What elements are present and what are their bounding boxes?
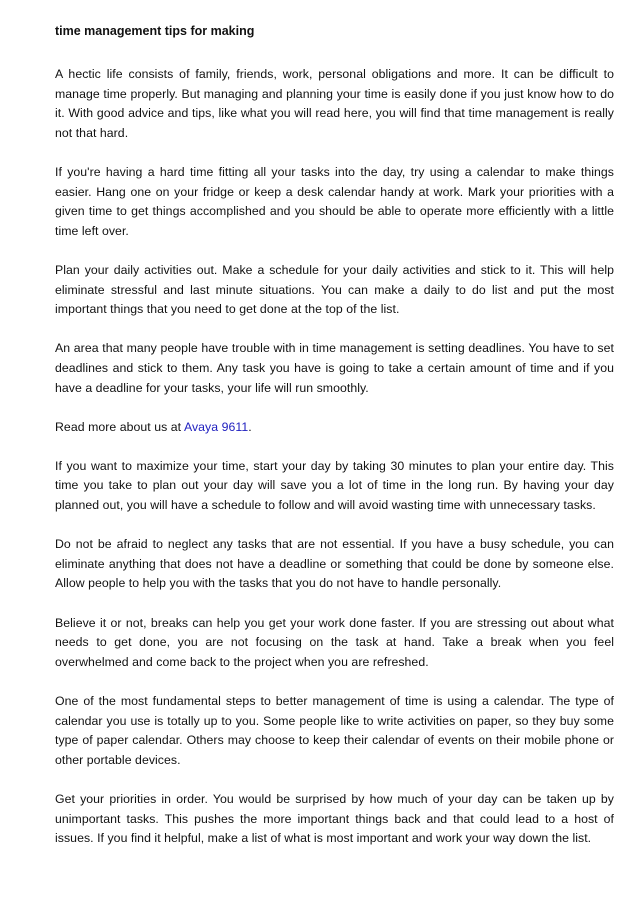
paragraph: If you want to maximize your time, start your day by taking 30 minutes to plan your entire day. This time you take to plan out your day will save you a lot of time in the long run. By having your day planned out, you will have a schedule to follow and will avoid wasting time with unnecessary tasks. [55, 458, 614, 513]
read-more-prefix: Read more about us at [55, 419, 184, 434]
read-more-paragraph [55, 418, 614, 438]
paragraph: One of the most fundamental steps to better management of time is using a calendar. The type of calendar you use is totally up to you. Some people like to write activities on paper, so they buy some type of paper calendar. Others may choose to keep their calendar of events on their mobile phone or other portable devices. [55, 694, 614, 767]
document-page [55, 22, 614, 868]
paragraph: Get your priorities in order. You would be surprised by how much of your day can be taken up by unimportant tasks. This pushes the more important things back and that could lead to a host of issues. If you find it helpful, make a list of what is most important and work your way down the list. [55, 791, 614, 846]
paragraph: An area that many people have trouble with in time management is setting deadlines. You have to set deadlines and stick to them. Any task you have is going to take a certain amount of time and if you have a deadline for your tasks, your life will run smoothly. [55, 341, 614, 395]
avaya-link[interactable]: Avaya 9611 [183, 419, 249, 434]
paragraph: Do not be afraid to neglect any tasks that are not essential. If you have a busy schedule, you can eliminate anything that does not have a deadline or something that could be done by someone else. Allow people to help you with the tasks that you do not have to handle personally. [55, 537, 614, 591]
paragraph: Believe it or not, breaks can help you get your work done faster. If you are stressing out about what needs to get done, you are not focusing on the task at hand. Take a break when you feel overwhelmed and come back to the project when you are refreshed. [55, 615, 614, 669]
document-title: time management tips for making [55, 24, 255, 38]
paragraph: Plan your daily activities out. Make a schedule for your daily activities and stick to it. This will help eliminate stressful and last minute situations. You can make a daily to do list and put the most important things that you need to get done at the top of the list. [55, 262, 614, 317]
read-more-suffix: . [248, 419, 252, 434]
paragraph: A hectic life consists of family, friends, work, personal obligations and more. It can be difficult to manage time properly. But managing and planning your time is easily done if you just know how to do it. With good advice and tips, like what you will read here, you will find that time management is really not that hard. [55, 67, 614, 140]
paragraph: If you're having a hard time fitting all your tasks into the day, try using a calendar to make things easier. Hang one on your fridge or keep a desk calendar handy at work. Mark your priorities with a given time to get things accomplished and you should be able to operate more efficiently with a little time left over. [55, 164, 614, 238]
